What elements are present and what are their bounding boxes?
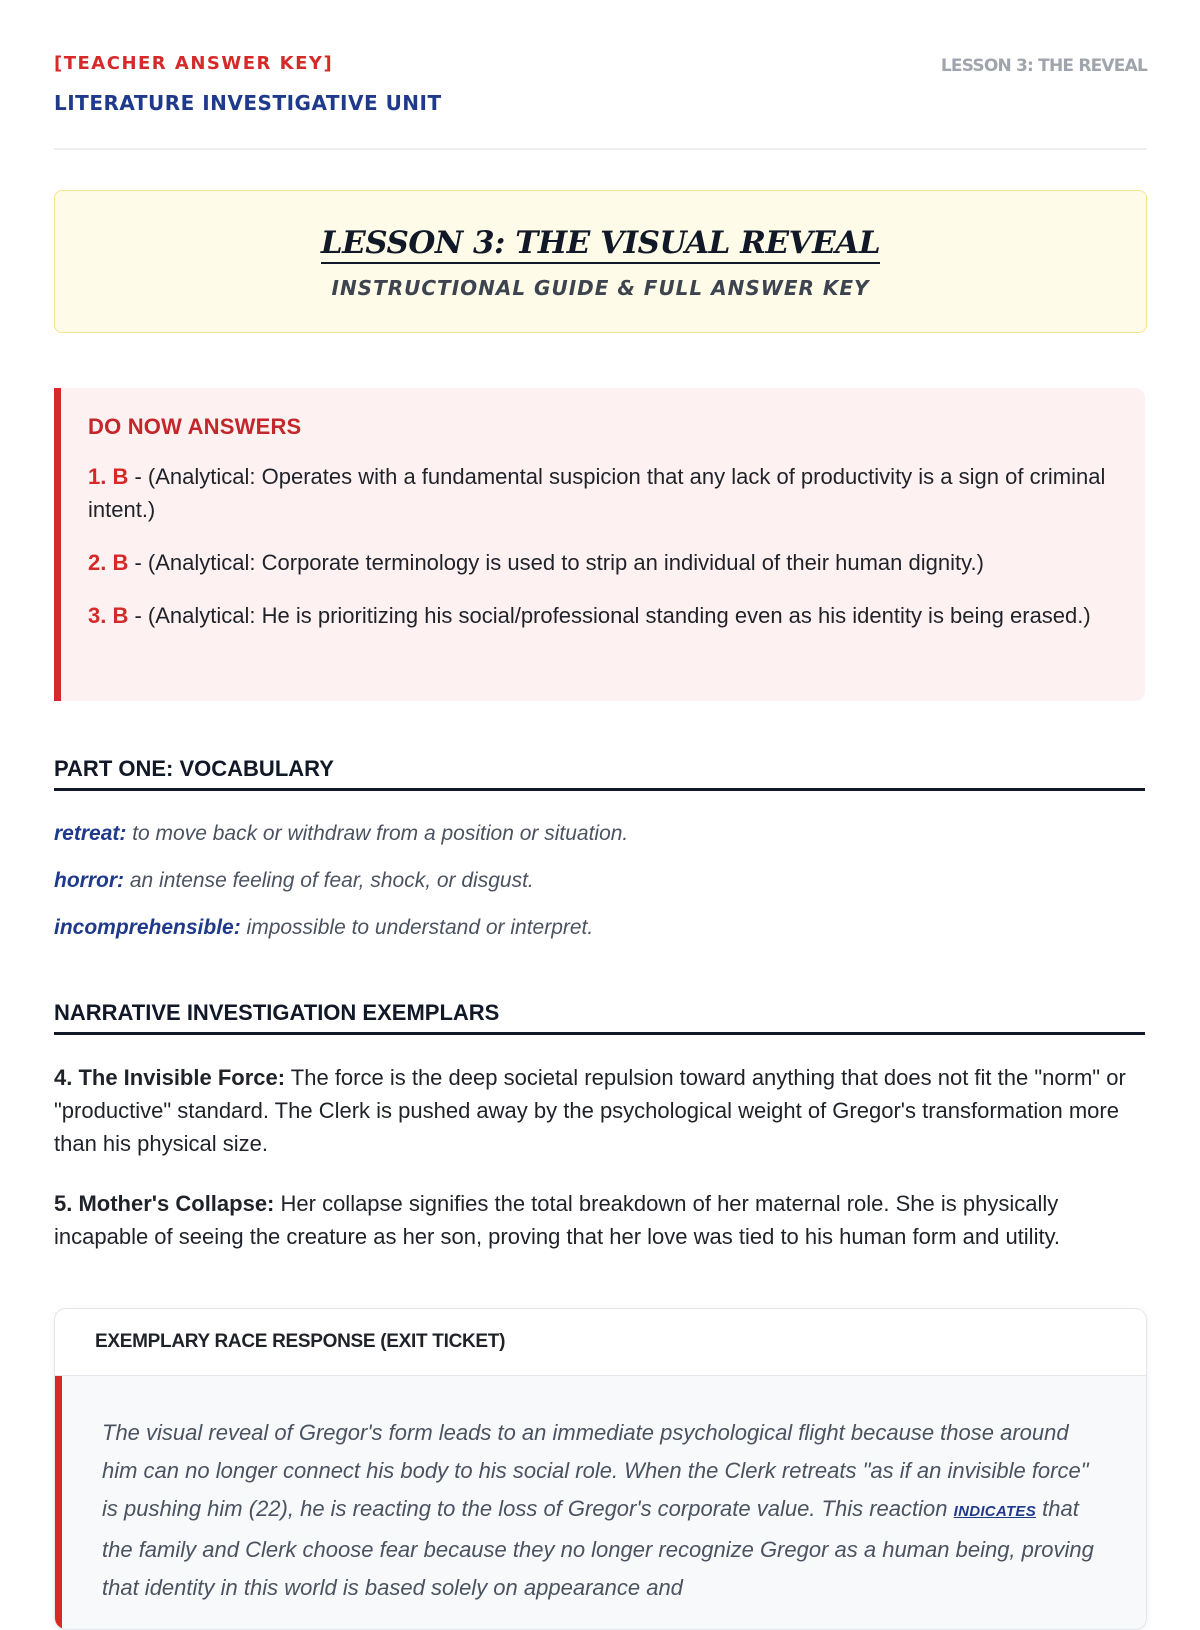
race-heading: EXEMPLARY RACE RESPONSE (EXIT TICKET) [55, 1309, 1146, 1376]
answer-number: 3. B [88, 603, 129, 628]
vocab-item [54, 869, 534, 893]
answer-text: - (Analytical: Corporate terminology is used to strip an individual of their human dignity.) [128, 550, 984, 575]
vocab-term: incomprehensible: [54, 916, 241, 939]
answer-number: 1. B [88, 464, 129, 489]
race-text-after: that the family and Clerk choose fear because they no longer recognize Gregor as a human being, proving that identity in this world is based solely on appearance and [102, 1496, 1094, 1600]
page-header [54, 0, 1147, 150]
race-response-card [54, 1308, 1147, 1630]
race-response-text [102, 1414, 1106, 1607]
vocab-definition: an intense feeling of fear, shock, or disgust. [124, 869, 534, 892]
exemplar-item [54, 1061, 1147, 1160]
race-keyword: INDICATES [953, 1503, 1037, 1520]
answer-text: - (Analytical: He is prioritizing his social/professional standing even as his identity is being erased.) [128, 603, 1091, 628]
lesson-tag: LESSON 3: THE REVEAL [940, 56, 1147, 76]
vocab-item [54, 822, 628, 846]
answer-text: - (Analytical: Operates with a fundamental suspicion that any lack of productivity is a sign of criminal intent.) [88, 464, 1106, 522]
exemplar-lead: 5. Mother's Collapse: [54, 1191, 275, 1216]
answer-number: 2. B [88, 550, 129, 575]
vocab-definition: to move back or withdraw from a position or situation. [126, 822, 629, 845]
do-now-answer [88, 460, 1115, 526]
vocab-term: horror: [54, 869, 124, 892]
do-now-answers [54, 388, 1145, 701]
exemplar-lead: 4. The Invisible Force: [54, 1065, 286, 1090]
exemplar-item [54, 1187, 1147, 1253]
exemplars-heading: NARRATIVE INVESTIGATION EXEMPLARS [54, 1000, 1145, 1035]
vocab-item [54, 916, 593, 940]
teacher-key-tag: [TEACHER ANSWER KEY] [54, 53, 334, 74]
exemplar-text: The force is the deep societal repulsion toward anything that does not fit the "norm" or "productive" standard. The Clerk is pushed away by the psychological weight of Gregor's transformation more than his physical size. [54, 1065, 1126, 1156]
vocabulary-heading: PART ONE: VOCABULARY [54, 756, 1145, 791]
page-subtitle: INSTRUCTIONAL GUIDE & FULL ANSWER KEY [331, 276, 870, 300]
do-now-answer [88, 546, 1115, 579]
do-now-heading: DO NOW ANSWERS [88, 414, 302, 439]
do-now-answer [88, 599, 1115, 632]
race-text-before: The visual reveal of Gregor's form leads to an immediate psychological flight because those around him can no longer connect his body to his social role. When the Clerk retreats "as if an invisible force" is pushing him (22), he is reacting to the loss of Gregor's corporate value. This reaction [102, 1420, 1089, 1521]
vocab-definition: impossible to understand or interpret. [240, 916, 594, 939]
unit-title: LITERATURE INVESTIGATIVE UNIT [54, 91, 442, 115]
page-title: LESSON 3: THE VISUAL REVEAL [321, 224, 880, 264]
race-body [55, 1376, 1146, 1630]
answer-key-page [54, 0, 1147, 1600]
title-box [54, 190, 1147, 333]
exemplar-text: Her collapse signifies the total breakdown of her maternal role. She is physically incapable of seeing the creature as her son, proving that her love was tied to his human form and utility. [54, 1191, 1061, 1249]
vocab-term: retreat: [54, 822, 127, 845]
